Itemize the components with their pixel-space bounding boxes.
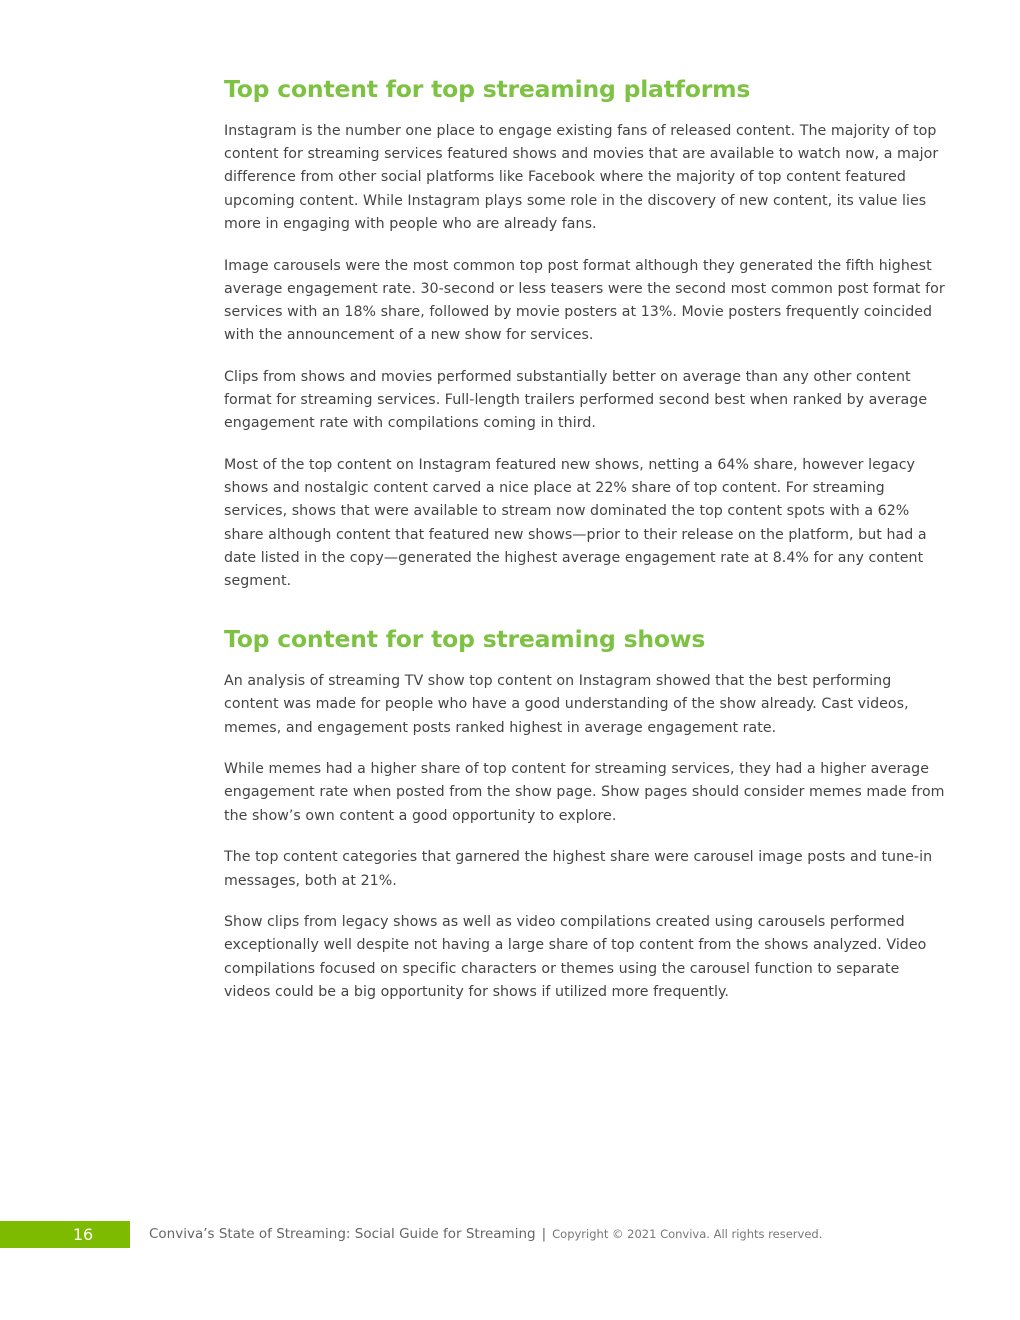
paragraph: Image carousels were the most common top post format although they generated the fifth highest average engagement rate. 30-second or less teasers were the second most common post format for services with an 18% share, followed by movie posters at 13%. Movie posters frequently coincided with the announcement of a new show for services.: [224, 257, 945, 344]
paragraph: Show clips from legacy shows as well as video compilations created using carousels performed exceptionally well despite not having a large share of top content from the shows analyzed. Video compilations focused on specific characters or themes using the carousel function to separate videos could be a big opportunity for shows if utilized more frequently.: [224, 914, 927, 1000]
section-heading-shows: Top content for top streaming shows: [224, 625, 706, 654]
paragraph: While memes had a higher share of top content for streaming services, they had a higher average engagement rate when posted from the show page. Show pages should consider memes made from the show’s own content a good opportunity to explore.: [224, 761, 945, 824]
section-heading-platforms: Top content for top streaming platforms: [224, 75, 751, 103]
paragraph: Instagram is the number one place to engage existing fans of released content. The majority of top content for streaming services featured shows and movies that are available to watch now, a major difference from other social platforms like Facebook where the majority of top content featured upcoming content. While Instagram plays some role in the discovery of new content, its value lies more in engaging with people who are already fans.: [224, 123, 939, 232]
footer: [149, 1221, 822, 1248]
paragraph: The top content categories that garnered the highest share were carousel image posts and tune-in messages, both at 21%.: [224, 849, 933, 889]
paragraph: Most of the top content on Instagram featured new shows, netting a 64% share, however legacy shows and nostalgic content carved a nice place at 22% share of top content. For streaming services, shows that were available to stream now dominated the top content spots with a 62% share although content that featured new shows—prior to their release on the platform, but had a date listed in the copy—generated the highest average engagement rate at 8.4% for any content segment.: [224, 456, 927, 589]
footer-separator: |: [541, 1226, 547, 1242]
main-content: [224, 72, 946, 1023]
paragraph: Clips from shows and movies performed substantially better on average than any other content format for streaming services. Full-length trailers performed second best when ranked by average engagement rate with compilations coming in third.: [224, 368, 928, 432]
footer-copyright: Copyright © 2021 Conviva. All rights reserved.: [552, 1227, 823, 1241]
page-number: 16: [72, 1225, 94, 1244]
paragraph: An analysis of streaming TV show top content on Instagram showed that the best performing content was made for people who have a good understanding of the show already. Cast videos, memes, and engagement posts ranked highest in average engagement rate.: [224, 673, 909, 736]
footer-title: Conviva’s State of Streaming: Social Guide for Streaming: [149, 1226, 536, 1242]
